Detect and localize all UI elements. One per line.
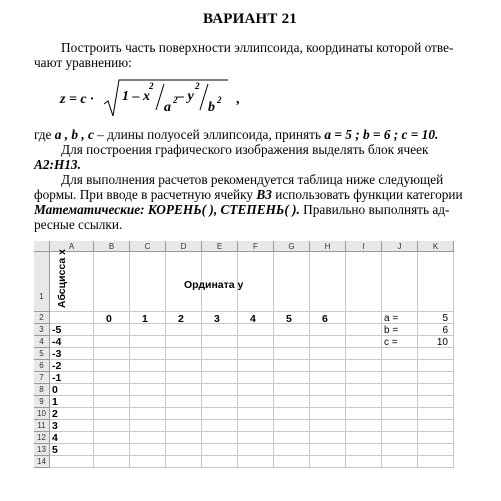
column-header-k[interactable]: K [418,241,454,252]
grid-line-horizontal [50,443,454,444]
grid-line-horizontal [50,431,454,432]
cell-param-value[interactable]: 5 [442,313,448,324]
where-vars: a , b , c [54,127,94,142]
column-header-g[interactable]: G [274,241,310,252]
para2-line1: Для построения графического изображения выделять блок ячеек [61,142,429,157]
grid-line-vertical [453,252,454,468]
grid-line-horizontal [50,467,454,468]
formula-y-exp: 2 [195,81,200,91]
grid-line-horizontal [50,395,454,396]
formula-a: a [164,100,171,115]
column-header-e[interactable]: E [202,241,238,252]
cell-y-value[interactable]: 1 [142,313,148,325]
cell-param-value[interactable]: 10 [436,337,448,348]
grid-line-vertical [417,252,418,468]
cell-y-value[interactable]: 3 [214,313,220,325]
row-header-9[interactable]: 9 [34,396,50,408]
cell-x-value[interactable]: 5 [52,444,58,456]
grid-line-horizontal [50,359,454,360]
row-header-12[interactable]: 12 [34,432,50,444]
row-header-8[interactable]: 8 [34,384,50,396]
cell-a1-abscissa-label: Абсцисса x [56,249,68,308]
grid-line-vertical [381,252,382,468]
column-header-i[interactable]: I [346,241,382,252]
where-pre: где [34,127,55,142]
sqrt-sign [60,78,260,122]
para3-line3 [34,202,474,218]
grid-line-horizontal [50,419,454,420]
column-header-b[interactable]: B [94,241,130,252]
cell-y-value[interactable]: 5 [286,313,292,325]
grid-line-vertical [273,252,274,468]
assignment-text [0,0,500,240]
formula-comma: , [236,92,240,107]
row-header-7[interactable]: 7 [34,372,50,384]
column-header-c[interactable]: C [130,241,166,252]
cell-x-value[interactable]: -1 [52,372,62,384]
cell-param-name[interactable]: c = [384,337,398,348]
cell-y-value[interactable]: 6 [322,313,328,325]
column-header-d[interactable]: D [166,241,202,252]
formula-lhs: z = c · [60,92,94,107]
row-header-3[interactable]: 3 [34,324,50,336]
cell-x-value[interactable]: -3 [52,348,62,360]
cell-x-value[interactable]: -2 [52,360,62,372]
row-header-13[interactable]: 13 [34,444,50,456]
cell-x-value[interactable]: 0 [52,384,58,396]
para3-line1: Для выполнения расчетов рекомендуется таблица ниже следующей [61,172,444,187]
cell-y-value[interactable]: 4 [250,313,256,325]
cell-y-value[interactable]: 2 [178,313,184,325]
formula-minus-y: – y [177,89,194,104]
grid-line-vertical [165,252,166,468]
row-header-14[interactable]: 14 [34,456,50,468]
para3-post: использовать функции категории [271,187,463,202]
cell-param-value[interactable]: 6 [442,325,448,336]
para1-line2: чают уравнению: [34,55,132,70]
para3-functions: Математические: КОРЕНЬ( ), СТЕПЕНЬ( ). [34,202,300,217]
where-mid: – длины полуосей эллипсоида, принять [93,127,325,142]
row-header-5[interactable]: 5 [34,348,50,360]
para2-line2: A2:H13. [34,157,81,172]
select-all-corner[interactable] [34,241,50,252]
grid-line-horizontal [50,371,454,372]
grid-line-vertical [93,252,94,468]
para3-line2 [34,187,474,203]
column-header-j[interactable]: J [382,241,418,252]
formula-one-minus-x: 1 – x [122,89,150,104]
row-header-4[interactable]: 4 [34,336,50,348]
cell-x-value[interactable]: -4 [52,336,62,348]
formula-a-exp: 2 [173,95,178,105]
cell-b1-ordinate-label: Ордината y [184,279,244,291]
formula-b-exp: 2 [217,95,222,105]
cell-param-name[interactable]: b = [384,325,399,336]
grid-line-horizontal [50,311,454,312]
para3-pre: формы. При вводе в расчетную ячейку [34,187,257,202]
para3-line3-post: Правильно выполнять ад- [299,202,450,217]
row-header-2[interactable]: 2 [34,312,50,324]
spreadsheet-grid[interactable] [34,241,446,496]
para3-cell-ref: B3 [256,187,272,202]
cell-x-value[interactable]: 3 [52,420,58,432]
row-header-6[interactable]: 6 [34,360,50,372]
cell-x-value[interactable]: 4 [52,432,58,444]
formula-x-exp: 2 [149,81,154,91]
cell-param-name[interactable]: a = [384,313,399,324]
grid-line-horizontal [50,407,454,408]
column-header-a[interactable]: A [50,241,94,252]
ellipsoid-formula [60,78,260,120]
column-header-h[interactable]: H [310,241,346,252]
para1-line1: Построить часть поверхности эллипсоида, координаты которой отве- [61,40,454,55]
row-header-1[interactable]: 1 [34,252,50,312]
cell-x-value[interactable]: -5 [52,324,62,336]
cell-x-value[interactable]: 1 [52,396,58,408]
where-line [34,127,474,143]
grid-line-vertical [345,252,346,468]
formula-b: b [208,100,215,115]
row-header-11[interactable]: 11 [34,420,50,432]
row-header-10[interactable]: 10 [34,408,50,420]
cell-x-value[interactable]: 2 [52,408,58,420]
variant-title: ВАРИАНТ 21 [203,11,297,27]
cell-y-value[interactable]: 0 [106,313,112,325]
grid-line-horizontal [50,383,454,384]
grid-line-horizontal [50,455,454,456]
column-header-f[interactable]: F [238,241,274,252]
where-values: a = 5 ; b = 6 ; c = 10. [324,127,439,142]
grid-line-vertical [309,252,310,468]
grid-line-vertical [129,252,130,468]
para3-line4: ресные ссылки. [34,217,123,232]
